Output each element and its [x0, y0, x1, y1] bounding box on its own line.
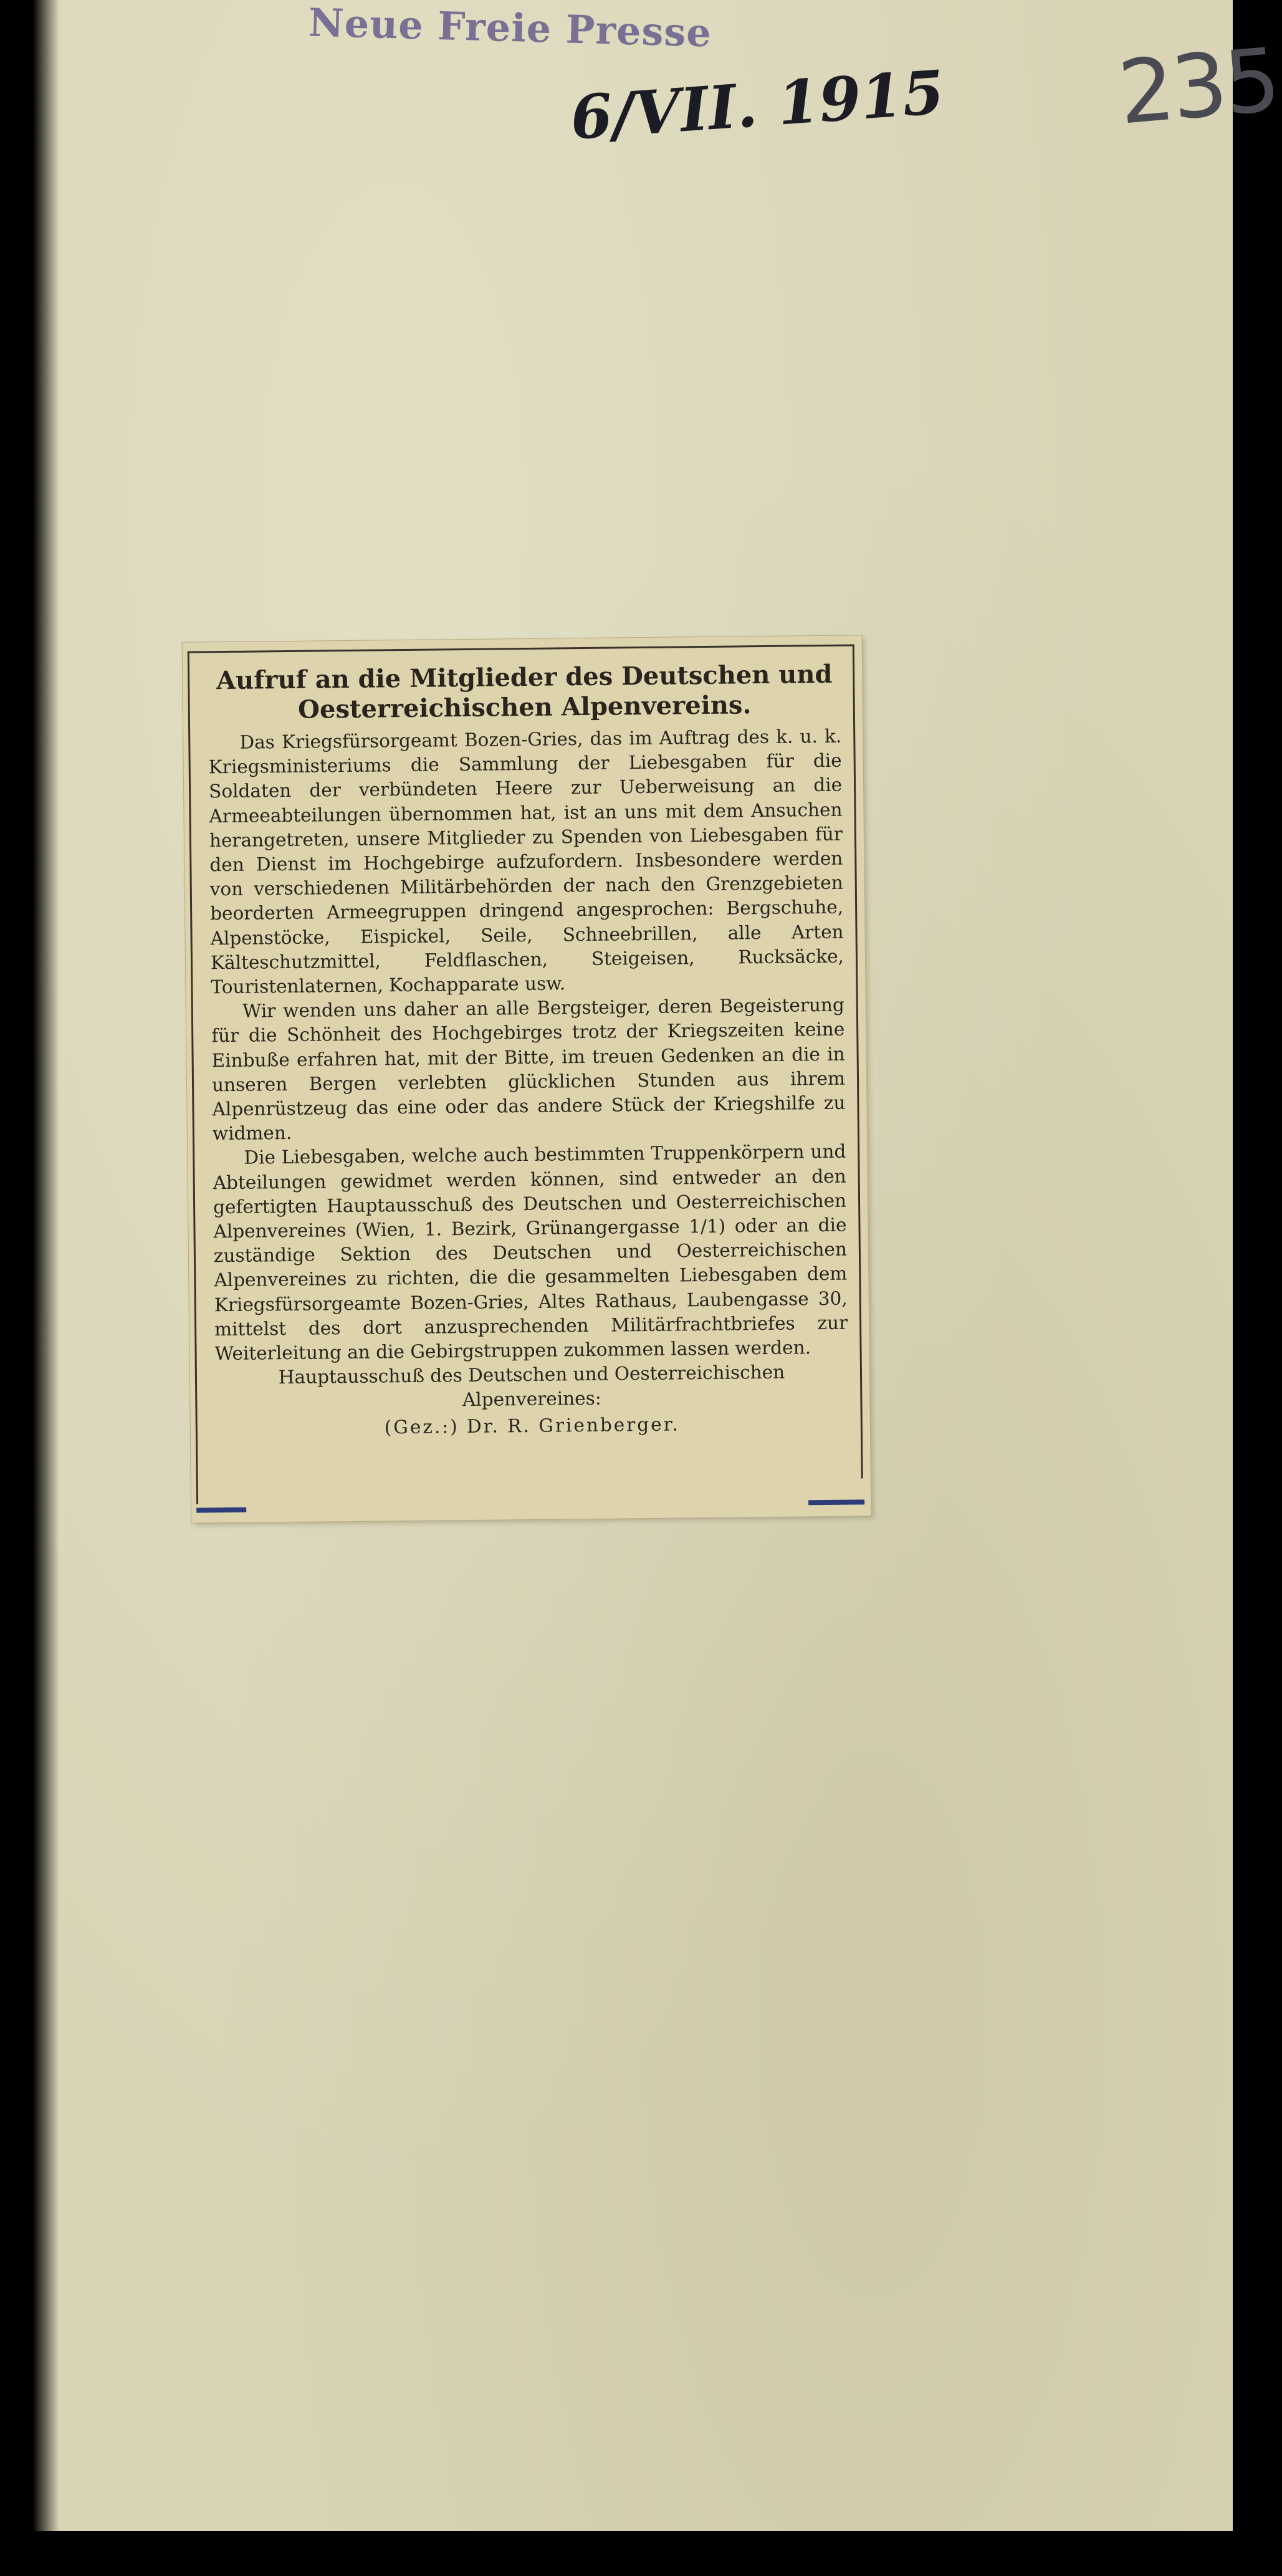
newspaper-clipping	[183, 635, 871, 1522]
newspaper-masthead-stamp: Neue Freie Presse	[308, 0, 712, 56]
article-paragraph-3: Die Liebesgaben, welche auch bestimmten Truppenkörpern und Abteilungen gewidmet werden können, sind entweder an den gefertigten Hauptausschuß des Deutschen und Oesterreichischen Alpenvereines (Wien, 1. Bezirk, Grünangergasse 1/1) oder an die zuständige Sektion des Deutschen und Oesterreichischen Alpenvereines zu richten, die die gesammelten Liebesgaben dem Kriegsfürsorgeamte Bozen-Gries, Altes Rathaus, Laubengasse 30, mittelst des dort anzusprechenden Militärfrachtbriefes zur Weiterleitung an die Gebirgstruppen zukommen lassen werden.	[213, 1141, 848, 1365]
archive-sheet	[34, 0, 1282, 2531]
blue-pencil-mark-right	[808, 1499, 864, 1505]
article-headline: Aufruf an die Mitglieder des Deutschen und Oesterreichischen Alpenvereins.	[216, 659, 833, 724]
article-paragraph-1: Das Kriegsfürsorgeamt Bozen-Gries, das im Auftrag des k. u. k. Kriegsministeriums die Sammlung der Liebesgaben für die Soldaten der verbündeten Heere zur Ueberweisung an die Armeeabteilungen übernommen hat, ist an uns mit dem Ansuchen herangetreten, unsere Mitglieder zu Spenden von Liebesgaben für den Dienst im Hochgebirge aufzufordern. Insbesondere werden von verschiedenen Militärbehörden der nach den Grenzgebieten beorderten Armeegruppen dringend angesprochen: Bergschuhe, Alpenstöcke, Eispickel, Seile, Schneebrillen, alle Arten Kälteschutzmittel, Feldflaschen, Steigeisen, Rucksäcke, Touristenlaternen, Kochapparate usw.	[208, 725, 844, 998]
signature-line: Hauptausschuß des Deutschen und Oesterreichischen Alpenvereines:	[278, 1361, 785, 1411]
clipping-border-top	[188, 644, 854, 653]
article-body	[208, 724, 848, 1367]
article-paragraph-2: Wir wenden uns daher an alle Bergsteiger, deren Begeisterung für die Schönheit des Hochgebirges trotz der Kriegszeiten keine Einbuße erfahren hat, mit der Bitte, im treuen Gedenken an die in unseren Bergen verlebten glücklichen Stunden aus ihrem Alpenrüstzeug das eine oder das andere Stück der Kriegshilfe zu widmen.	[211, 994, 846, 1145]
blue-pencil-mark-left	[196, 1507, 246, 1513]
folio-number: 235	[1114, 29, 1282, 145]
clipping-border-right	[853, 644, 863, 1478]
sheet-shadow-edge	[34, 0, 59, 2531]
handwritten-date: 6/VII. 1915	[568, 57, 947, 153]
signature-name: (Gez.:) Dr. R. Grienberger.	[384, 1413, 681, 1438]
clipping-border-left	[188, 651, 198, 1504]
